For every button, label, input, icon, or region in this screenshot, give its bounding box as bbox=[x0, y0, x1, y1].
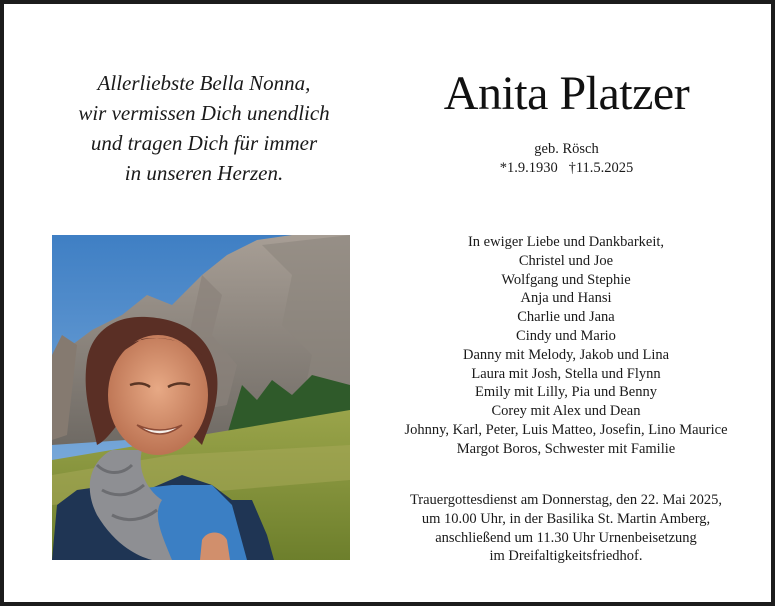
mourner-line: Margot Boros, Schwester mit Familie bbox=[456, 440, 676, 457]
mourner-line: Wolfgang und Stephie bbox=[501, 271, 631, 288]
motto-line: und tragen Dich für immer bbox=[90, 131, 318, 155]
motto-line: wir vermissen Dich unendlich bbox=[78, 101, 330, 125]
birth-name: geb. Rösch bbox=[534, 141, 599, 157]
mourner-line: In ewiger Liebe und Dankbarkeit, bbox=[467, 234, 665, 250]
mourner-line: Anja und Hansi bbox=[520, 290, 612, 307]
funeral-service-info bbox=[384, 491, 748, 566]
mourners-list bbox=[384, 233, 748, 459]
service-line: im Dreifaltigkeitsfriedhof. bbox=[489, 548, 643, 565]
mourner-line: Christel und Joe bbox=[518, 252, 614, 269]
memorial-motto bbox=[44, 68, 364, 188]
mourner-line: Charlie und Jana bbox=[517, 309, 615, 326]
mourner-line: Cindy und Mario bbox=[516, 327, 616, 344]
portrait-photo-illustration bbox=[52, 235, 350, 560]
deceased-name: Anita Platzer bbox=[443, 67, 690, 120]
portrait-photo bbox=[52, 235, 350, 560]
mourner-line: Danny mit Melody, Jakob und Lina bbox=[462, 346, 670, 363]
motto-line: in unseren Herzen. bbox=[124, 161, 284, 185]
mourner-line: Johnny, Karl, Peter, Luis Matteo, Josefin, Lino Maurice bbox=[404, 421, 728, 438]
service-line: Trauergottesdienst am Donnerstag, den 22. Mai 2025, bbox=[409, 492, 723, 508]
service-line: um 10.00 Uhr, in der Basilika St. Martin Amberg, bbox=[421, 510, 711, 527]
service-line: anschließend um 11.30 Uhr Urnenbeisetzung bbox=[435, 529, 697, 546]
mourner-line: Emily mit Lilly, Pia und Benny bbox=[475, 384, 657, 401]
mourner-line: Corey mit Alex und Dean bbox=[491, 403, 641, 420]
life-dates: *1.9.1930 †11.5.2025 bbox=[499, 160, 634, 176]
deceased-bio bbox=[404, 140, 729, 178]
mourner-line: Laura mit Josh, Stella und Flynn bbox=[471, 365, 661, 382]
motto-line: Allerliebste Bella Nonna, bbox=[97, 71, 311, 95]
